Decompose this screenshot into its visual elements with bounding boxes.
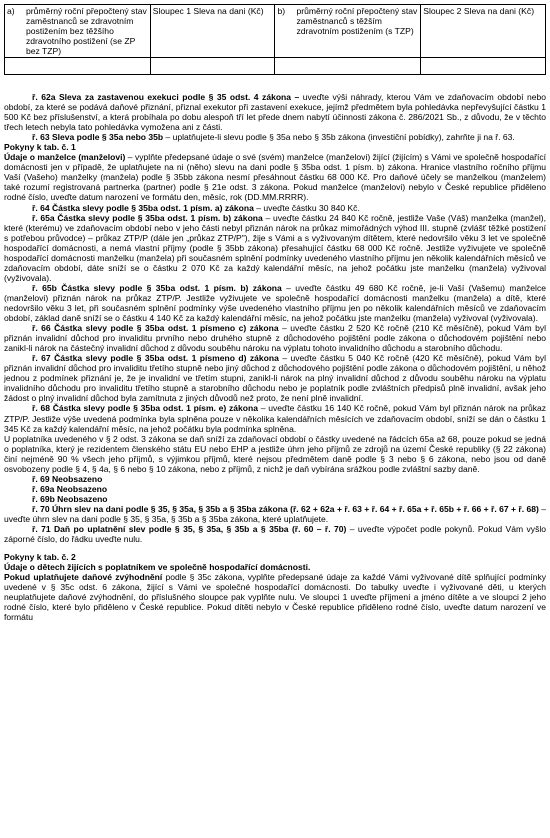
section-r67: ř. 67 Částka slevy podle § 35ba odst. 1 písmeno d) zákona – uveďte částku 5 040 Kč ročně (420 Kč měsíčně), pokud Vám byl přiznán invalidní důchod pro invaliditu třetího stupně nebo jiný důchod z důchodového pojištění podle zákona o důchodovém pojištění, u něhož jednou z podmínek přiznání je, že je invalidní ve třetím stupni, zanikl-li nárok na plný invalidní důchod z důvodu souběhu nároku na výplatu invalidního důchodu pro invaliditu třetího stupně a starobního důchodu nebo je poplatník podle zvláštních předpisů plně invalidní, avšak jeho žádost o plný invalidní důchod byla zamítnuta z jiných důvodů než proto, že není plně invalidní. [4,353,546,404]
column-2-header: Sloupec 2 Sleva na dani (Kč) [421,5,546,58]
section-r65b: ř. 65b Částka slevy podle § 35ba odst. 1 písm. b) zákona – uveďte částku 49 680 Kč ročně, je-li Vaší (Vašemu) manželce (manželovi) přiznán nárok na průkaz ZTP/P. Jestliže vyživujete ve společně hospodařící domácnosti manželku (manžela) a dítě, které nedovršilo věku 3 let, při současném splnění podmínky výše uvedeného vlastního příjmu jen po několik kalendářních měsíců ve zdaňovacím období, základ daně sníží se o částku 4 140 Kč za každý kalendářní měsíc, na jehož počátku jste manželku (manžela) vyživoval (vyživovala). [4,282,546,324]
section-deti: Pokud uplatňujete daňové zvýhodnění podle § 35c zákona, vyplňte předepsané údaje za každé Vámi vyživované dítě splňující podmínky uvedené v § 35c odst. 6 zákona, žijící s Vámi ve společné hospodařící domácnosti. Do tabulky uveďte i vyživované děti, u kterých neuplatňujete daňové zvýhodnění, do příslušného sloupce pak vyplňte nulu. Ve sloupci 1 uveďte příjmení a jméno dítěte a ve sloupci 2 jeho rodné číslo, které bylo přiděleno v České republice. Pokud dítěti nebylo v České republice přiděleno rodné číslo, uveďte datum narození ve formátu [4,572,547,623]
column-1-header: Sloupec 1 Sleva na dani (Kč) [150,5,275,58]
section-r62a: ř. 62a Sleva za zastavenou exekuci podle § 35 odst. 4 zákona – uveďte výši náhrady, kterou Vám ve zdaňovacím období nebo období, za které se podává daňové přiznání, přiznal exekutor při zastavení exekuce, jejímž předmětem byla pohledávka nepřevyšující částku 1 500 Kč bez příslušenství, a která probíhala po dobu alespoň tří let přede dnem nabytí účinnosti zákona č. 286/2021 Sb., z důvodu, že v těchto třech letech nebyla tato pohledávka vymožena ani z části. [4,92,546,133]
column-2-value-cell[interactable] [421,58,546,75]
row-b-letter: b) [275,5,294,58]
instructions-text [4,92,546,622]
section-r70: ř. 70 Úhrn slev na dani podle § 35, § 35a, § 35b a § 35ba zákona (ř. 62 + 62a + ř. 63 + ř. 64 + ř. 65a + ř. 65b + ř. 66 + ř. 67 + ř. 68) – uveďte úhrn slev na dani podle § 35, § 35a, § 35b a § 35ba zákona, které uplatňujete. [4,503,546,524]
row-b-text: průměrný roční přepočtený stav zaměstnanců s těžším zdravotním postižením (s TZP) [294,5,420,58]
section-r68: ř. 68 Částka slevy podle § 35ba odst. 1 písm. e) zákona – uveďte částku 16 140 Kč ročně, pokud Vám byl přiznán nárok na průkaz ZTP/P. Jestliže výše uvedená podmínka byla splněna pouze v několika kalendářních měsících ve zdaňovacím období, sníží se dán o částku 1 345 Kč za každý kalendářní měsíc, na jehož počátku byla podmínka splněna. [4,403,547,434]
section-manzel: Údaje o manželce (manželovi) – vyplňte předepsané údaje o své (svém) manželce (manželovi) žijící (žijícím) s Vámi ve společně hospodařící domácnosti jen v případě, že uplatňujete na ni (něho) slevu na dani podle § 35ba odst. 1 písm. b) zákona. Hranice vlastního ročního příjmu Vaší (Vašeho) manželky (manžela) podle § 35bb zákona nesmí přesáhnout částku 68 000 Kč. Pro daňové účely se manželkou (manželem) také rozumí registrovaná partnerka (partner) podle § 21e odst. 3 zákona. Pokud manželce (manželovi) nebylo v České republice přiděleno rodné číslo, uveďte datum narození ve formátu den, měsíc, rok (DD.MM.RRRR). [4,152,546,203]
employees-table [4,4,546,75]
row-b-value-cell[interactable] [275,58,421,75]
heading-pokyny-tab2: Pokyny k tab. č. 2 [4,552,76,563]
section-r71: ř. 71 Daň po uplatnění slev podle § 35, § 35a, § 35b a § 35ba (ř. 60 – ř. 70) – uveďte výpočet podle pokynů. Pokud Vám vyšlo záporné číslo, do řádku uveďte nulu. [4,524,546,545]
section-r69b: ř. 69b Neobsazeno [32,493,108,504]
section-r69: ř. 69 Neobsazeno [32,473,103,484]
section-r65a: ř. 65a Částka slevy podle § 35ba odst. 1 písm. b) zákona – uveďte částku 24 840 Kč ročně, jestliže Vaše (Váš) manželka (manžel), které (kterému) ve zdaňovacím období nebo v jeho části nebyl přiznán nárok na průkaz mimořádných výhod III. stupně (zvlášť těžké postižení s potřebou průvodce) – průkaz ZTP/P (dále jen „průkaz ZTP/P"), žije s Vámi a s vyživovaným dítětem, které nedovršilo věku 3 let ve společně hospodařící domácnosti, a nemá vlastní příjmy (podle § 35bb zákona) přesahující částku 68 000 Kč ročně. Jestliže vyživujete ve společně hospodařící domácnosti manželku (manžela) při současném splnění podmínky uvedeného vlastního příjmu jen několik kalendářních měsíců ve zdaňovacím období, dáte sníží se o částku 2 070 Kč za každý kalendářní měsíc, na jehož počátku jste manželku (manžela) vyživoval (vyživovala). [4,212,546,283]
section-poplatnik: U poplatníka uvedeného v § 2 odst. 3 zákona se daň sníží za zdaňovací období o částky uvedené na řádcích 65a až 68, pouze pokud se jedná o poplatníka, který je rezidentem členského státu EU nebo EHP a jestliže úhrn jeho příjmů ze zdrojů na území České republiky (§ 22 zákona) činí nejméně 90 % všech jeho příjmů, s výjimkou příjmů, které nejsou předmětem daně podle § 3 nebo § 6 zákona, nebo jsou od daně osvobozeny podle § 4, § 4a, § 6 nebo § 10 zákona, nebo z příjmů, z nichž je daň vybírána srážkou podle zvláštní sazby daně. [4,433,546,474]
row-a-letter: a) [5,5,24,58]
column-1-value-cell[interactable] [150,58,275,75]
section-r66: ř. 66 Částka slevy podle § 35ba odst. 1 písmeno c) zákona – uveďte částku 2 520 Kč ročně (210 Kč měsíčně), pokud Vám byl přiznán invalidní důchod pro invaliditu prvního nebo druhého stupně z důchodového pojištění podle zákona o důchodovém pojištění nebo zanikl-li nárok na částečný invalidní důchod z důvodu souběhu nároku na výplatu tohoto invalidního důchodu a starobního důchodu. [4,323,546,354]
section-r69a: ř. 69a Neobsazeno [32,483,108,494]
section-r64: ř. 64 Částka slevy podle § 35ba odst. 1 písm. a) zákona – uveďte částku 30 840 Kč. [32,202,360,213]
row-a-value-cell[interactable] [5,58,151,75]
heading-pokyny-tab1: Pokyny k tab. č. 1 [4,142,76,153]
row-a-text: průměrný roční přepočtený stav zaměstnanců se zdravotním postižením bez těžšího zdravotního postižení (se ZP bez TZP) [24,5,150,58]
section-r63: ř. 63 Sleva podle § 35a nebo 35b – uplatňujete-li slevu podle § 35a nebo § 35b zákona (investiční pobídky), zahrňte ji na ř. 63. [32,132,515,143]
heading-deti: Údaje o dětech žijících s poplatníkem ve společně hospodařící domácnosti. [4,562,311,573]
